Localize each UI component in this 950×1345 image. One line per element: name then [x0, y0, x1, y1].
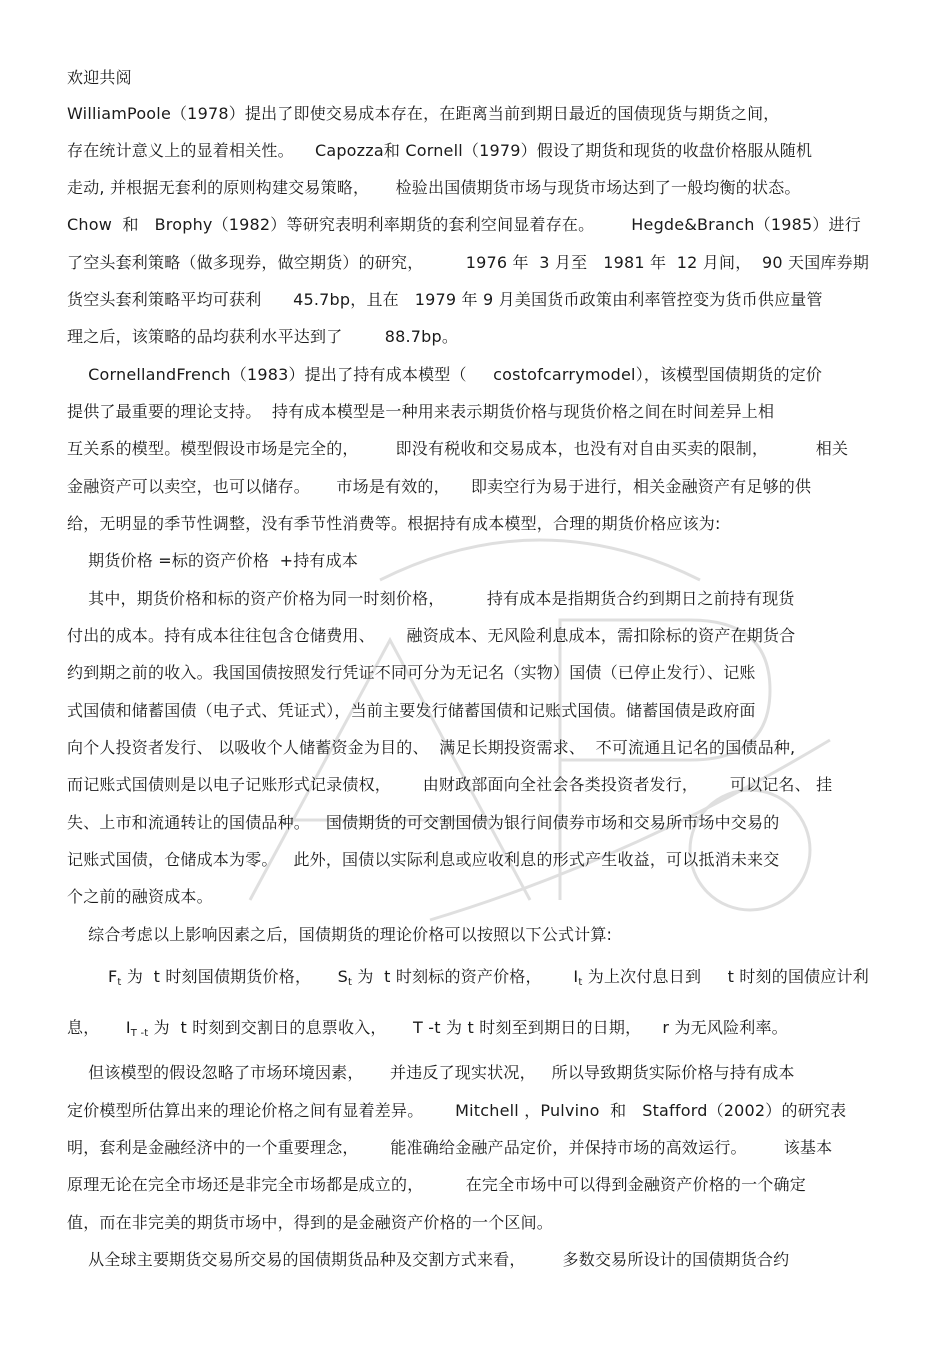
text-line: 原理无论在完全市场还是非完全市场都是成立的， 在完全市场中可以得到金融资产价格的一个确定: [67, 1175, 806, 1194]
text-line: 值，而在非完美的期货市场中，得到的是金融资产价格的一个区间。: [67, 1213, 554, 1232]
watermark-icon: [230, 520, 850, 940]
st-subscript: t: [347, 977, 353, 988]
page-header: 欢迎共阅: [67, 68, 132, 87]
text-line: 式国债和储蓄国债（电子式、凭证式），当前主要发行储蓄国债和记账式国债。储蓄国债是政府面: [67, 701, 756, 720]
text-line: 存在统计意义上的显着相关性。 Capozza和 Cornell（1979）假设了期货和现货的收盘价格服从随机: [67, 141, 813, 160]
it-symbol: I: [573, 967, 579, 986]
text-line: 但该模型的假设忽略了市场环境因素， 并违反了现实状况， 所以导致期货实际价格与持有成本: [67, 1063, 795, 1082]
st-symbol: S: [337, 967, 348, 986]
text-line: 了空头套利策略（做多现券，做空期货）的研究， 1976 年 3 月至 1981 年 12 月间， 90 天国库券期: [67, 253, 870, 272]
text-line: 明，套利是金融经济中的一个重要理念， 能准确给金融产品定价，并保持市场的高效运行。 该基本: [67, 1138, 833, 1157]
itt-subscript: T -t: [130, 1028, 149, 1039]
text-line: 记账式国债，仓储成本为零。 此外，国债以实际利息或应收利息的形式产生收益，可以抵消未来交: [67, 850, 780, 869]
text-line: 综合考虑以上影响因素之后，国债期货的理论价格可以按照以下公式计算:: [67, 925, 613, 944]
it-definition: 为上次付息日到 t 时刻的国债应计利: [582, 967, 869, 986]
formula-definitions-line: [67, 1018, 788, 1038]
formula-definitions-line: [108, 967, 869, 987]
text-line: WilliamPoole（1978）提出了即使交易成本存在，在距离当前到期日最近的国债现货与期货之间，: [67, 104, 780, 123]
st-definition: 为 t 时刻标的资产价格，: [352, 967, 574, 986]
text-line: 期货价格 =标的资产价格 +持有成本: [67, 551, 359, 570]
itt-definition: 为 t 时刻到交割日的息票收入， T -t 为 t 时刻至到期日的日期， r 为无风险利率。: [148, 1018, 788, 1037]
text-line: 约到期之前的收入。我国国债按照发行凭证不同可分为无记名（实物）国债（已停止发行）、记账: [67, 663, 756, 682]
it-subscript: t: [578, 977, 583, 988]
text-line: Chow 和 Brophy（1982）等研究表明利率期货的套利空间显着存在。 Hegde&Branch（1985）进行: [67, 215, 861, 234]
text-line: 金融资产可以卖空，也可以储存。 市场是有效的， 即卖空行为易于进行，相关金融资产有足够的供: [67, 477, 812, 496]
text-line: 个之前的融资成本。: [67, 887, 213, 906]
ft-subscript: t: [117, 977, 122, 988]
text-line: 理之后，该策略的品均获利水平达到了 88.7bp。: [67, 327, 459, 346]
text-line: 而记账式国债则是以电子记账形式记录债权， 由财政部面向全社会各类投资者发行， 可以记名、 挂: [67, 775, 833, 794]
itt-symbol: I: [125, 1018, 131, 1037]
text-line: 定价模型所估算出来的理论价格之间有显着差异。 Mitchell ，Pulvino 和 Stafford（2002）的研究表: [67, 1101, 847, 1120]
text-line: 向个人投资者发行、 以吸收个人储蓄资金为目的、 满足长期投资需求、 不可流通且记名的国债品种,: [67, 738, 796, 757]
text-line: 其中，期货价格和标的资产价格为同一时刻价格， 持有成本是指期货合约到期日之前持有现货: [67, 589, 795, 608]
formula-text: 息，: [67, 1018, 126, 1037]
text-line: CornellandFrench（1983）提出了持有成本模型（ costofcarrymodel），该模型国债期货的定价: [67, 365, 823, 384]
text-line: 走动, 并根据无套利的原则构建交易策略， 检验出国债期货市场与现货市场达到了一般均衡的状态。: [67, 178, 801, 197]
text-line: 付出的成本。持有成本往往包含仓储费用、 融资成本、无风险利息成本，需扣除标的资产在期货合: [67, 626, 796, 645]
text-line: 提供了最重要的理论支持。 持有成本模型是一种用来表示期货价格与现货价格之间在时间差异上相: [67, 402, 775, 421]
ft-definition: 为 t 时刻国债期货价格，: [121, 967, 338, 986]
text-line: 从全球主要期货交易所交易的国债期货品种及交割方式来看， 多数交易所设计的国债期货合约: [67, 1250, 790, 1269]
ft-symbol: F: [108, 967, 118, 986]
text-line: 互关系的模型。模型假设市场是完全的， 即没有税收和交易成本，也没有对自由买卖的限制， 相关: [67, 439, 849, 458]
text-line: 给，无明显的季节性调整，没有季节性消费等。根据持有成本模型，合理的期货价格应该为:: [67, 514, 721, 533]
text-line: 货空头套利策略平均可获利 45.7bp，且在 1979 年 9 月美国货币政策由利率管控变为货币供应量管: [67, 290, 823, 309]
text-line: 失、上市和流通转让的国债品种。 国债期货的可交割国债为银行间债券市场和交易所市场中交易的: [67, 813, 780, 832]
